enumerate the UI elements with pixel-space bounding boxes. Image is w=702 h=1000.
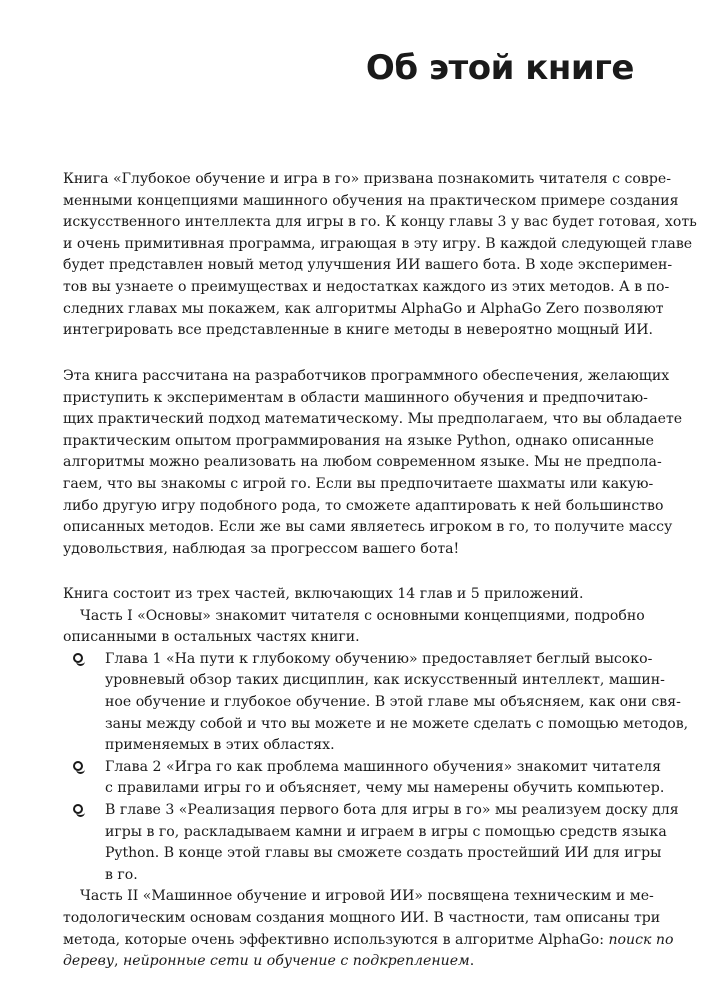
text-line: уровневый обзор таких дисциплин, как искусственный интеллект, машин- [105, 672, 665, 689]
text-line: Python. В конце этой главы вы сможете создать простейший ИИ для игры [105, 845, 662, 862]
page-title: Об этой книге [365, 48, 634, 88]
text-line: гаем, что вы знакомы с игрой го. Если вы предпочитаете шахматы или какую- [63, 475, 654, 492]
text-line: и очень примитивная программа, играющая в эту игру. В каждой следующей главе [63, 235, 693, 252]
text-line: в го. [105, 866, 138, 883]
text-span: . [469, 953, 475, 970]
text-line: применяемых в этих областях. [105, 737, 335, 754]
bullet-item [63, 800, 679, 886]
text-line: Глава 2 «Игра го как проблема машинного обучения» знакомит читателя [105, 758, 662, 775]
text-line: Глава 1 «На пути к глубокому обучению» предоставляет беглый высоко- [105, 650, 653, 667]
text-line: будет представлен новый метод улучшения ИИ вашего бота. В ходе эксперимен- [63, 257, 673, 274]
text-line: Книга «Глубокое обучение и игра в го» призвана познакомить читателя с совре- [63, 171, 671, 187]
text-line: Часть I «Основы» знакомит читателя с основными концепциями, подробно [80, 607, 645, 624]
structure-intro: Книга состоит из трех частей, включающих 14 глав и 5 приложений. [63, 586, 584, 602]
text-line: щих практический подход математическому. Мы предполагаем, что вы обладаете [63, 411, 683, 428]
text-line: тодологическим основам создания мощного ИИ. В частности, там описаны три [63, 909, 661, 926]
text-line: менными концепциями машинного обучения на практическом примере создания [63, 192, 679, 209]
text-span: метода, которые очень эффективно используются в алгоритме AlphaGo: [63, 931, 609, 948]
text-line: описанных методов. Если же вы сами являетесь игроком в го, то получите массу [63, 519, 673, 536]
text-line: игры в го, раскладываем камни и играем в игры с помощью средств языка [105, 823, 667, 840]
text-line: Эта книга рассчитана на разработчиков программного обеспечения, желающих [63, 368, 670, 384]
text-line: с правилами игры го и объясняет, чему мы намерены обучить компьютер. [105, 780, 665, 797]
italic-term: дереву [63, 953, 115, 970]
circle-bullet-icon [73, 761, 83, 771]
text-line [63, 951, 635, 973]
text-line: ное обучение и глубокое обучение. В этой главе мы объясняем, как они свя- [105, 693, 681, 710]
italic-term: нейронные сети и обучение с подкреплением [122, 953, 470, 970]
text-line: В главе 3 «Реализация первого бота для игры в го» мы реализуем доску для [105, 801, 679, 818]
text-line: либо другую игру подобного рода, то сможете адаптировать к ней большинство [63, 497, 664, 514]
circle-bullet-icon [73, 804, 83, 814]
text-line: интегрировать все представленные в книге методы в невероятно мощный ИИ. [63, 322, 653, 339]
text-line: приступить к экспериментам в области машинного обучения и предпочитаю- [63, 389, 648, 406]
bullet-item [63, 649, 689, 757]
circle-bullet-icon [73, 653, 83, 663]
text-line [63, 930, 674, 952]
text-line: искусственного интеллекта для игры в го. К концу главы 3 у вас будет готовая, хоть [63, 214, 697, 231]
intro-paragraph [63, 169, 697, 342]
text-line: удовольствия, наблюдая за прогрессом вашего бота! [63, 540, 460, 557]
text-line: алгоритмы можно реализовать на любом современном языке. Мы не предпола- [63, 454, 662, 471]
text-line: Часть II «Машинное обучение и игровой ИИ» посвящена техническим и ме- [80, 888, 654, 905]
text-line: тов вы узнаете о преимуществах и недостатках каждого из этих методов. А в по- [63, 278, 670, 295]
italic-term: поиск по [608, 931, 674, 948]
text-line: заны между собой и что вы можете и не можете сделать с помощью методов, [105, 715, 689, 732]
audience-paragraph [63, 366, 683, 560]
text-line: описанными в остальных частях книги. [63, 629, 360, 646]
text-span: , [114, 953, 123, 970]
bullet-item [63, 757, 665, 800]
text-line: практическим опытом программирования на языке Python, однако описанные [63, 432, 654, 449]
structure-section [63, 584, 689, 973]
text-line: следних главах мы покажем, как алгоритмы AlphaGo и AlphaGo Zero позволяют [63, 300, 664, 317]
